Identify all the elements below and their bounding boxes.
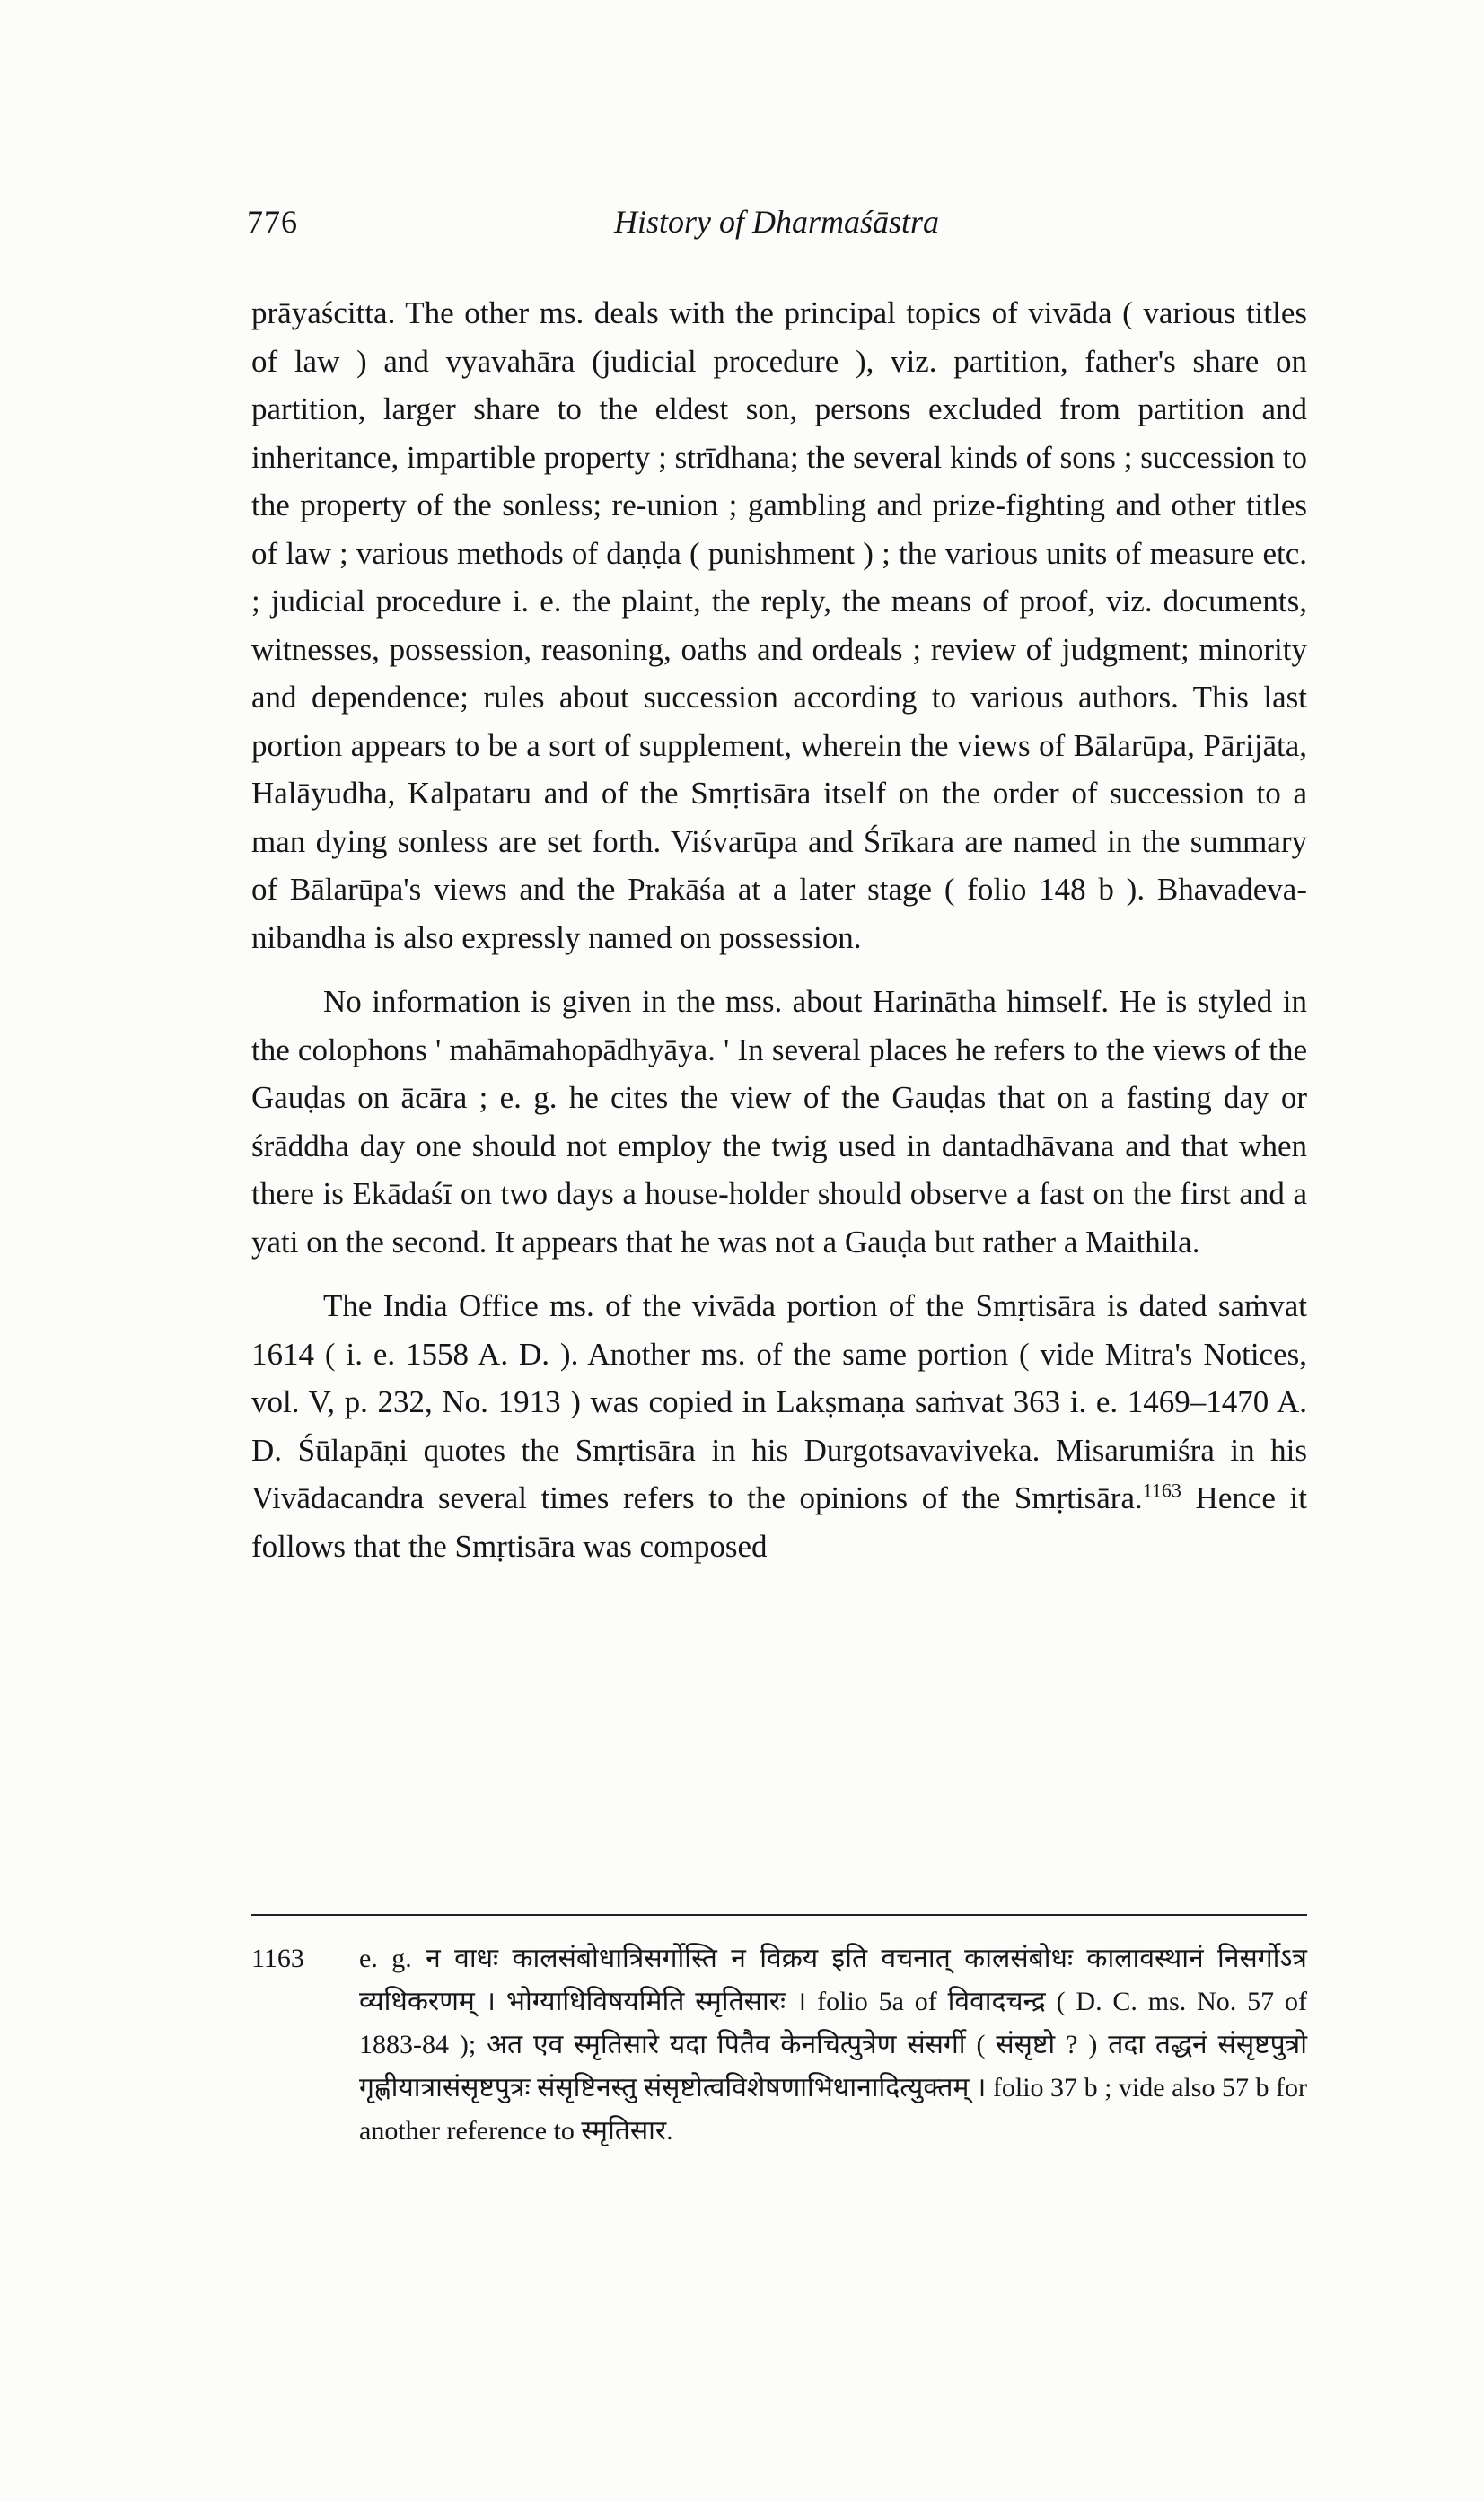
paragraph-1: prāyaścitta. The other ms. deals with the principal topics of vivāda ( various titles of law ) and vyavahāra (judicial procedure ), viz. partition, father's share on partition, larger share to the eldest son, persons excluded from partition and inheritance, impartible property ; strīdhana; the several kinds of sons ; succession to the property of the sonless; re-union ; gambling and prize-fighting and other titles of law ; various methods of daṇḍa ( punishment ) ; the various units of measure etc. ; judicial procedure i. e. the plaint, the reply, the means of proof, viz. documents, witnesses, possession, reasoning, oaths and ordeals ; review of judgment; minority and dependence; rules about succession according to various authors. This last portion appears to be a sort of supplement, wherein the views of Bālarūpa, Pārijāta, Halāyudha, Kalpataru and of the Smṛtisāra itself on the order of succession to a man dying sonless are set forth. Viśvarūpa and Śrīkara are named in the summary of Bālarūpa's views and the Prakāśa at a later stage ( folio 148 b ). Bhavadeva-nibandha is also expressly named on possession. [251,295,1307,955]
paragraph-3-text-after: Hence it follows that the Smṛtisāra was composed [251,1480,1308,1564]
body-text [251,289,1307,1570]
footnote-divider [251,1914,1307,1916]
paragraph-2: No information is given in the mss. about Harinātha himself. He is styled in the colophons ' mahāmahopādhyāya. ' In several places he refers to the views of the Gauḍas on ācāra ; e. g. he cites the view of the Gauḍas that on a fasting day or śrāddha day one should not employ the twig used in dantadhāvana and that when there is Ekādaśī on two days a house-holder should observe a fast on the first and a yati on the second. It appears that he was not a Gauḍa but rather a Maithila. [251,984,1307,1260]
footnote-reference[interactable]: 1163 [1142,1479,1181,1502]
page-number: 776 [247,204,298,240]
running-head: History of Dharmaśāstra [613,204,940,240]
footnote-number: 1163 [251,1944,304,1973]
page-header [247,203,1306,257]
footnote [251,1937,1307,2153]
paragraph-3-text: The India Office ms. of the vivāda portion of the Smṛtisāra is dated saṁvat 1614 ( i. e. 1558 A. D. ). Another ms. of the same portion ( vide Mitra's Notices, vol. V, p. 232, No. 1913 ) was copied in Lakṣmaṇa saṁvat 363 i. e. 1469–1470 A. D. Śūlapāṇi quotes the Smṛtisāra in his Durgotsavaviveka. Misarumiśra in his Vivādacandra several times refers to the opinions of the Smṛtisāra. [251,1288,1307,1515]
footnote-text: e. g. न वाधः कालसंबोधात्रिसर्गोस्ति न विक्रय इति वचनात् कालसंबोधः कालावस्थानं निसर्गोऽत्र व्यधिकरणम् । भोग्याधिविषयमिति स्मृतिसारः । folio 5a of विवादचन्द्र ( D. C. ms. No. 57 of 1883-84 ); अत एव स्मृतिसारे यदा पितैव केनचित्पुत्रेण संसर्गी ( संसृष्टो ? ) तदा तद्धनं संसृष्टपुत्रो गृह्णीयात्रासंसृष्टपुत्रः संसृष्टिनस्तु संसृष्टोत्वविशेषणाभिधानादित्युक्तम् । folio 37 b ; vide also 57 b for another reference to स्मृतिसार. [359,1944,1307,2146]
paragraph-3 [251,1282,1307,1570]
